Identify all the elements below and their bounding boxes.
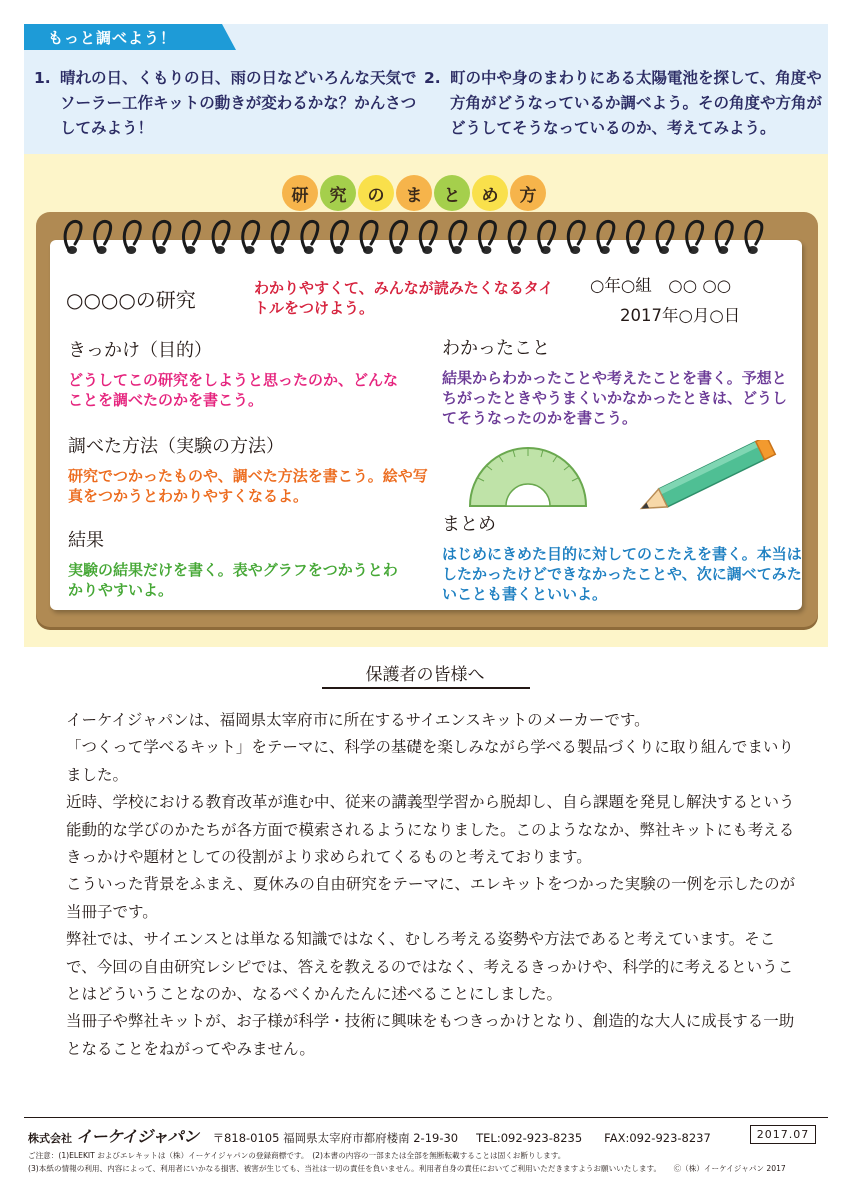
protractor-illustration <box>466 436 590 510</box>
spiral-ring <box>450 221 466 254</box>
spiral-ring <box>746 221 762 254</box>
message-paragraph: 「つくって学べるキット」をテーマに、科学の基礎を楽しみながら学べる製品づくりに取り組んでまいりました。 <box>66 738 794 784</box>
section-findings <box>442 334 792 428</box>
heading-underline <box>322 687 530 689</box>
section-method <box>68 432 428 506</box>
spiral-ring <box>65 221 81 254</box>
title-char-circle: ま <box>396 175 432 211</box>
tip-text: 町の中や身のまわりにある太陽電池を探して、角度や方角がどうなっているか調べよう。その角度や方角がどうしてそうなっているのか、考えてみよう。 <box>450 69 823 137</box>
footer-contact <box>28 1124 711 1147</box>
message-paragraph: 弊社では、サイエンスとは単なる知識ではなく、むしろ考える姿勢や方法であると考えています。そこで、今回の自由研究レシピでは、答えを教えるのではなく、考えるきっかけや、科学的に考えるということはどういうことなのか、なるべくかんたんに述べることにしました。 <box>66 930 794 1004</box>
company-logo: イーケイジャパン <box>76 1127 199 1146</box>
copyright: Ⓒ（株）イーケイジャパン 2017 <box>673 1164 786 1173</box>
spiral-ring <box>420 221 436 254</box>
section-note: 結果からわかったことや考えたことを書く。予想とちがったときやうまくいかなかったときは、どうしてそうなったのかを書こう。 <box>442 369 788 427</box>
company-prefix: 株式会社 <box>28 1132 72 1145</box>
section-note: はじめにきめた目的に対してのこたえを書く。本当はしたかったけどできなかったことや、次に調べてみたいことも書くといいよ。 <box>442 545 802 603</box>
section-title: まとめ <box>442 514 496 535</box>
tip-item-2 <box>424 66 824 141</box>
message-paragraph: イーケイジャパンは、福岡県太宰府市に所在するサイエンスキットのメーカーです。 <box>66 711 650 729</box>
tip-text: 晴れの日、くもりの日、雨の日などいろんな天気でソーラー工作キットの動きが変わるかな？かんさつしてみよう！ <box>60 69 417 137</box>
company-fax: FAX:092-923-8237 <box>604 1131 711 1145</box>
message-paragraph: こういった背景をふまえ、夏休みの自由研究をテーマに、エレキットをつかった実験の一例を示したのが当冊子です。 <box>66 875 796 921</box>
spiral-ring <box>124 221 140 254</box>
footer-notice-2 <box>28 1163 786 1174</box>
section-title: きっかけ（目的） <box>68 340 212 361</box>
section-note: どうしてこの研究をしようと思ったのか、どんなことを調べたのかを書こう。 <box>68 371 399 409</box>
section-note: 研究でつかったものや、調べた方法を書こう。絵や写真をつかうとわかりやすくなるよ。 <box>68 467 428 505</box>
tip-number: 2. <box>424 69 441 87</box>
section-result <box>68 526 408 600</box>
spiral-ring <box>716 221 732 254</box>
tips-header-label: もっと調べよう！ <box>48 29 177 47</box>
section-conclusion <box>442 510 802 604</box>
spiral-ring <box>391 221 407 254</box>
title-char-circle: め <box>472 175 508 211</box>
spiral-rings <box>50 214 802 258</box>
parents-message <box>66 707 796 1063</box>
spiral-ring <box>479 221 495 254</box>
section-title: 調べた方法（実験の方法） <box>68 436 284 457</box>
section-title: わかったこと <box>442 338 550 359</box>
pencil-illustration <box>628 440 788 512</box>
spiral-ring <box>657 221 673 254</box>
spiral-ring <box>213 221 229 254</box>
title-char-circle: 究 <box>320 175 356 211</box>
footer-divider <box>24 1117 828 1118</box>
message-paragraph: 近時、学校における教育改革が進む中、従来の講義型学習から脱却し、自ら課題を発見し解決するという能動的な学びのかたちが各方面で模索されるようになりました。このようななか、弊社キットにも考えるきっかけや題材としての役割がより求められてくるものと考えております。 <box>66 793 795 867</box>
section-note: 実験の結果だけを書く。表やグラフをつかうとわかりやすいよ。 <box>68 561 398 599</box>
spiral-ring <box>95 221 111 254</box>
spiral-ring <box>598 221 614 254</box>
research-date: 2017年○月○日 <box>620 306 741 325</box>
section-purpose <box>68 336 408 410</box>
spiral-ring <box>509 221 525 254</box>
title-char-circle: 研 <box>282 175 318 211</box>
edition-badge: 2017.07 <box>750 1125 816 1144</box>
spiral-ring <box>627 221 643 254</box>
footer-notice-1: ご注意：(1)ELEKIT およびエレキットは（株）イーケイジャパンの登録商標です。 (2)本書の内容の一部または全部を無断転載することは固くお断りします。 <box>28 1151 566 1160</box>
spiral-ring <box>568 221 584 254</box>
title-char-circle: 方 <box>510 175 546 211</box>
parents-heading: 保護者の皆様へ <box>365 665 485 685</box>
spiral-ring <box>331 221 347 254</box>
spiral-ring <box>272 221 288 254</box>
spiral-ring <box>183 221 199 254</box>
tip-number: 1. <box>34 69 51 87</box>
title-char-circle: の <box>358 175 394 211</box>
summary-title <box>282 175 546 211</box>
tip-item-1 <box>34 66 418 141</box>
spiral-ring <box>243 221 259 254</box>
class-name: ○年○組 ○○ ○○ <box>590 276 732 295</box>
company-tel: TEL:092-923-8235 <box>476 1131 583 1145</box>
title-char-circle: と <box>434 175 470 211</box>
message-paragraph: 当冊子や弊社キットが、お子様が科学・技術に興味をもつきっかけとなり、創造的な大人に成長する一助となることをねがってやみません。 <box>66 1012 795 1058</box>
spiral-ring <box>539 221 555 254</box>
spiral-ring <box>361 221 377 254</box>
section-title: 結果 <box>68 530 104 551</box>
notice-text: (3)本紙の情報の利用、内容によって、利用者にいかなる損害、被害が生じても、当社は一切の責任を負いません。利用者自身の責任においてご利用いただきますようお願いいたします。 <box>28 1164 662 1173</box>
company-address: 〒818-0105 福岡県太宰府市都府楼南 2-19-30 <box>212 1131 459 1145</box>
spiral-ring <box>687 221 703 254</box>
spiral-ring <box>154 221 170 254</box>
sample-research-title: ○○○○の研究 <box>66 288 196 312</box>
title-hint: わかりやすくて、みんなが読みたくなるタイトルをつけよう。 <box>254 279 554 317</box>
spiral-ring <box>302 221 318 254</box>
